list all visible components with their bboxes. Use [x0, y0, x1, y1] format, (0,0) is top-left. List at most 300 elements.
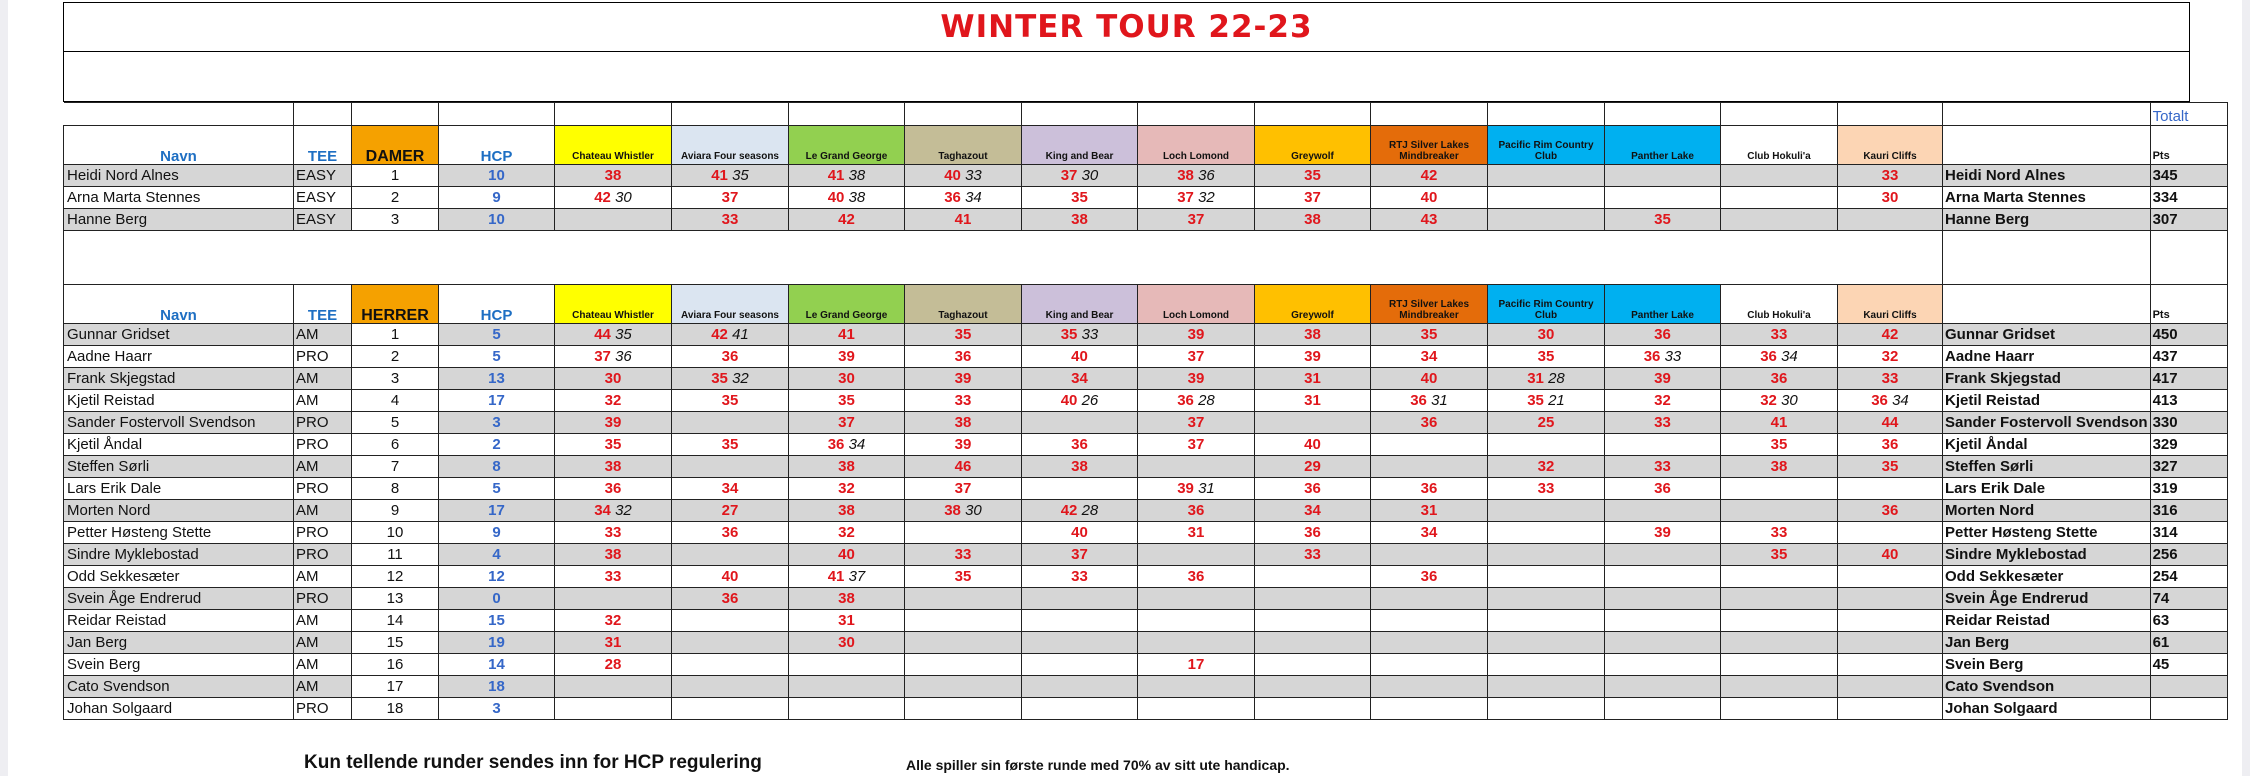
round-score — [905, 368, 1022, 390]
round-score — [789, 209, 905, 231]
counted-score: 35 — [838, 392, 855, 409]
original-score: 34 — [848, 436, 866, 453]
summary-name: Lars Erik Dale — [1943, 478, 2151, 500]
counted-score: 40 — [1420, 370, 1438, 387]
round-score — [1022, 698, 1138, 720]
player-tee: PRO — [294, 346, 352, 368]
round-score — [672, 346, 789, 368]
round-score — [1022, 324, 1138, 346]
round-score — [1371, 346, 1488, 368]
round-score — [1605, 588, 1721, 610]
round-score — [905, 588, 1022, 610]
counted-score: 37 — [721, 189, 739, 206]
counted-score: 38 — [1304, 326, 1321, 343]
counted-score: 28 — [604, 656, 622, 673]
round-score — [672, 588, 789, 610]
round-score — [1255, 522, 1371, 544]
round-score — [1605, 698, 1721, 720]
player-place: 5 — [352, 412, 439, 434]
round-score — [1838, 676, 1943, 698]
summary-name: Jan Berg — [1943, 632, 2151, 654]
counted-score: 34 — [721, 480, 739, 497]
title-box — [63, 2, 2190, 102]
counted-score: 39 — [954, 436, 972, 453]
course-header: Pacific Rim Country Club — [1488, 126, 1605, 165]
counted-score: 32 — [604, 392, 622, 409]
counted-score: 33 — [604, 568, 622, 585]
counted-score: 36 — [944, 189, 961, 206]
round-score — [1255, 632, 1371, 654]
player-place: 14 — [352, 610, 439, 632]
counted-score: 36 — [1871, 392, 1888, 409]
round-score — [1605, 324, 1721, 346]
round-score — [1488, 412, 1605, 434]
round-score — [905, 346, 1022, 368]
round-score — [1488, 368, 1605, 390]
round-score — [1605, 478, 1721, 500]
round-score — [905, 434, 1022, 456]
counted-score: 42 — [594, 189, 611, 206]
player-hcp: 17 — [439, 500, 555, 522]
hcp-header: HCP — [439, 285, 555, 324]
round-score — [1022, 500, 1138, 522]
round-score — [789, 368, 905, 390]
counted-score: 37 — [1187, 436, 1205, 453]
round-score — [1721, 676, 1838, 698]
round-score — [1022, 610, 1138, 632]
round-score — [1371, 368, 1488, 390]
summary-name: Heidi Nord Alnes — [1943, 165, 2151, 187]
counted-score: 33 — [1654, 414, 1671, 431]
total-points: 256 — [2150, 544, 2227, 566]
course-header: Le Grand George — [789, 285, 905, 324]
round-score — [672, 324, 789, 346]
counted-score: 36 — [1071, 436, 1088, 453]
counted-score: 35 — [721, 436, 739, 453]
original-score: 28 — [1081, 502, 1099, 519]
original-score: 38 — [848, 167, 866, 184]
player-hcp: 3 — [439, 412, 555, 434]
round-score — [1022, 676, 1138, 698]
player-row — [64, 500, 2228, 522]
spacer-cell — [352, 103, 439, 126]
round-score — [555, 654, 672, 676]
counted-score: 42 — [1881, 326, 1899, 343]
totals-label: Totalt — [2150, 103, 2227, 126]
player-place: 1 — [352, 165, 439, 187]
counted-score: 37 — [1060, 167, 1078, 184]
counted-score: 33 — [954, 546, 972, 563]
round-score — [789, 566, 905, 588]
round-score — [1022, 412, 1138, 434]
round-score — [1721, 390, 1838, 412]
total-points: 450 — [2150, 324, 2227, 346]
round-score — [1605, 412, 1721, 434]
round-score — [1138, 500, 1255, 522]
name-header: Navn — [64, 285, 294, 324]
round-score — [1371, 676, 1488, 698]
counted-score: 38 — [1071, 458, 1088, 475]
summary-name: Steffen Sørli — [1943, 456, 2151, 478]
original-score: 30 — [1081, 167, 1099, 184]
round-score — [1022, 456, 1138, 478]
spacer-cell — [294, 103, 352, 126]
spacer-cell — [672, 103, 789, 126]
original-score: 41 — [732, 326, 749, 343]
player-place: 17 — [352, 676, 439, 698]
counted-score: 37 — [1187, 414, 1205, 431]
ladies-header: DAMER — [352, 126, 439, 165]
counted-score: 37 — [1304, 189, 1321, 206]
round-score — [1488, 187, 1605, 209]
counted-score: 36 — [1187, 568, 1205, 585]
round-score — [1371, 390, 1488, 412]
counted-score: 37 — [838, 414, 855, 431]
round-score — [1488, 522, 1605, 544]
counted-score: 32 — [604, 612, 622, 629]
counted-score: 41 — [827, 167, 845, 184]
counted-score: 35 — [721, 392, 739, 409]
counted-score: 30 — [838, 370, 855, 387]
player-place: 7 — [352, 456, 439, 478]
round-score — [672, 209, 789, 231]
counted-score: 36 — [1304, 480, 1321, 497]
round-score — [1488, 165, 1605, 187]
spacer-cell — [789, 103, 905, 126]
player-tee: PRO — [294, 412, 352, 434]
round-score — [1838, 209, 1943, 231]
round-score — [1138, 522, 1255, 544]
column-header-row — [64, 126, 2228, 165]
summary-name: Arna Marta Stennes — [1943, 187, 2151, 209]
counted-score: 31 — [1420, 502, 1438, 519]
counted-score: 34 — [1071, 370, 1088, 387]
counted-score: 38 — [604, 546, 622, 563]
counted-score: 38 — [954, 414, 972, 431]
round-score — [905, 632, 1022, 654]
counted-score: 39 — [954, 370, 972, 387]
player-row — [64, 676, 2228, 698]
spacer-cell — [905, 103, 1022, 126]
counted-score: 36 — [1410, 392, 1427, 409]
round-score — [555, 500, 672, 522]
counted-score: 36 — [1187, 502, 1205, 519]
counted-score: 29 — [1304, 458, 1321, 475]
player-place: 8 — [352, 478, 439, 500]
round-score — [555, 610, 672, 632]
player-hcp: 10 — [439, 209, 555, 231]
round-score — [1838, 566, 1943, 588]
original-score: 33 — [1081, 326, 1099, 343]
standings-table — [63, 102, 2228, 720]
round-score — [1838, 434, 1943, 456]
round-score — [1488, 390, 1605, 412]
counted-score: 35 — [1527, 392, 1544, 409]
men-header: HERRER — [352, 285, 439, 324]
counted-score: 31 — [1187, 524, 1205, 541]
counted-score: 37 — [1071, 546, 1088, 563]
round-score — [555, 187, 672, 209]
course-header: Aviara Four seasons — [672, 285, 789, 324]
round-score — [672, 544, 789, 566]
player-row — [64, 654, 2228, 676]
counted-score: 34 — [594, 502, 611, 519]
round-score — [1022, 368, 1138, 390]
round-score — [672, 500, 789, 522]
original-score: 34 — [1892, 392, 1909, 409]
round-score — [555, 632, 672, 654]
round-score — [1022, 390, 1138, 412]
round-score — [789, 676, 905, 698]
round-score — [672, 676, 789, 698]
counted-score: 36 — [1177, 392, 1194, 409]
summary-name-header — [1943, 126, 2151, 165]
course-header: Loch Lomond — [1138, 126, 1255, 165]
counted-score: 35 — [1060, 326, 1078, 343]
round-score — [1138, 566, 1255, 588]
page-title: WINTER TOUR 22-23 — [940, 9, 1313, 45]
round-score — [1721, 209, 1838, 231]
round-score — [1721, 434, 1838, 456]
counted-score: 40 — [1071, 524, 1088, 541]
counted-score: 33 — [1537, 480, 1555, 497]
summary-name: Kjetil Reistad — [1943, 390, 2151, 412]
round-score — [672, 478, 789, 500]
counted-score: 39 — [1177, 480, 1194, 497]
original-score: 37 — [848, 568, 866, 585]
counted-score: 36 — [827, 436, 845, 453]
counted-score: 37 — [594, 348, 611, 365]
round-score — [1138, 610, 1255, 632]
round-score — [1721, 456, 1838, 478]
round-score — [1488, 654, 1605, 676]
counted-score: 25 — [1537, 414, 1555, 431]
counted-score: 39 — [1654, 524, 1671, 541]
round-score — [1371, 610, 1488, 632]
round-score — [1022, 566, 1138, 588]
counted-score: 33 — [1881, 370, 1899, 387]
player-name: Svein Berg — [64, 654, 294, 676]
round-score — [1022, 544, 1138, 566]
player-row — [64, 698, 2228, 720]
round-score — [1138, 324, 1255, 346]
round-score — [1138, 390, 1255, 412]
player-place: 15 — [352, 632, 439, 654]
course-header: RTJ Silver Lakes Mindbreaker — [1371, 285, 1488, 324]
round-score — [789, 478, 905, 500]
player-hcp: 5 — [439, 478, 555, 500]
course-header: Taghazout — [905, 285, 1022, 324]
player-tee: AM — [294, 676, 352, 698]
hcp-header: HCP — [439, 126, 555, 165]
original-score: 34 — [965, 189, 982, 206]
player-name: Johan Solgaard — [64, 698, 294, 720]
round-score — [789, 698, 905, 720]
counted-score: 36 — [1654, 326, 1671, 343]
counted-score: 38 — [1177, 167, 1194, 184]
counted-score: 30 — [1881, 189, 1899, 206]
round-score — [1022, 165, 1138, 187]
total-points: 254 — [2150, 566, 2227, 588]
counted-score: 38 — [944, 502, 961, 519]
original-score: 35 — [615, 326, 632, 343]
round-score — [555, 346, 672, 368]
round-score — [1022, 187, 1138, 209]
player-tee: AM — [294, 654, 352, 676]
round-score — [1371, 500, 1488, 522]
summary-name: Sander Fostervoll Svendson — [1943, 412, 2151, 434]
round-score — [1605, 676, 1721, 698]
round-score — [1255, 544, 1371, 566]
round-score — [1022, 654, 1138, 676]
round-score — [905, 412, 1022, 434]
round-score — [1371, 632, 1488, 654]
player-row — [64, 390, 2228, 412]
player-name: Sander Fostervoll Svendson — [64, 412, 294, 434]
round-score — [555, 390, 672, 412]
round-score — [1605, 566, 1721, 588]
counted-score: 32 — [1537, 458, 1555, 475]
player-place: 1 — [352, 324, 439, 346]
round-score — [1721, 588, 1838, 610]
total-points: 330 — [2150, 412, 2227, 434]
counted-score: 38 — [1304, 211, 1321, 228]
round-score — [1255, 566, 1371, 588]
round-score — [789, 187, 905, 209]
counted-score: 40 — [838, 546, 855, 563]
title-divider — [64, 51, 2189, 52]
round-score — [789, 500, 905, 522]
counted-score: 38 — [1071, 211, 1088, 228]
player-tee: AM — [294, 390, 352, 412]
round-score — [905, 456, 1022, 478]
counted-score: 30 — [838, 634, 855, 651]
player-name: Jan Berg — [64, 632, 294, 654]
round-score — [1138, 588, 1255, 610]
counted-score: 42 — [838, 211, 855, 228]
round-score — [1371, 478, 1488, 500]
gap-cell — [1943, 231, 2151, 285]
original-score: 32 — [615, 502, 632, 519]
round-score — [1022, 434, 1138, 456]
player-name: Morten Nord — [64, 500, 294, 522]
summary-name: Frank Skjegstad — [1943, 368, 2151, 390]
round-score — [672, 390, 789, 412]
round-score — [905, 698, 1022, 720]
counted-score: 41 — [1770, 414, 1788, 431]
round-score — [1371, 456, 1488, 478]
player-name: Aadne Haarr — [64, 346, 294, 368]
round-score — [1371, 522, 1488, 544]
player-place: 2 — [352, 187, 439, 209]
total-points — [2150, 676, 2227, 698]
total-points: 74 — [2150, 588, 2227, 610]
round-score — [1721, 368, 1838, 390]
counted-score: 38 — [838, 590, 855, 607]
counted-score: 42 — [1420, 167, 1438, 184]
round-score — [1721, 632, 1838, 654]
round-score — [1488, 209, 1605, 231]
course-header: Greywolf — [1255, 285, 1371, 324]
round-score — [1255, 368, 1371, 390]
round-score — [1838, 478, 1943, 500]
round-score — [672, 368, 789, 390]
round-score — [1605, 368, 1721, 390]
summary-name: Kjetil Åndal — [1943, 434, 2151, 456]
round-score — [1138, 544, 1255, 566]
total-points: 61 — [2150, 632, 2227, 654]
round-score — [1721, 610, 1838, 632]
player-tee: AM — [294, 500, 352, 522]
round-score — [1371, 544, 1488, 566]
player-hcp: 3 — [439, 698, 555, 720]
player-tee: AM — [294, 566, 352, 588]
player-tee: EASY — [294, 165, 352, 187]
round-score — [789, 588, 905, 610]
original-score: 30 — [965, 502, 982, 519]
round-score — [555, 698, 672, 720]
course-header: Chateau Whistler — [555, 285, 672, 324]
round-score — [1371, 324, 1488, 346]
counted-score: 40 — [1071, 348, 1088, 365]
counted-score: 42 — [1060, 502, 1078, 519]
round-score — [1255, 412, 1371, 434]
counted-score: 42 — [711, 326, 728, 343]
total-points: 307 — [2150, 209, 2227, 231]
round-score — [789, 522, 905, 544]
round-score — [789, 324, 905, 346]
summary-name: Reidar Reistad — [1943, 610, 2151, 632]
counted-score: 36 — [1881, 436, 1899, 453]
counted-score: 36 — [1770, 370, 1788, 387]
round-score — [1605, 346, 1721, 368]
round-score — [1721, 346, 1838, 368]
round-score — [905, 324, 1022, 346]
course-header: Aviara Four seasons — [672, 126, 789, 165]
course-header: Club Hokuli'a — [1721, 285, 1838, 324]
section-gap-row — [64, 231, 2228, 285]
counted-score: 39 — [838, 348, 855, 365]
original-score: 32 — [732, 370, 749, 387]
round-score — [1371, 187, 1488, 209]
spacer-cell — [1138, 103, 1255, 126]
counted-score: 33 — [1071, 568, 1088, 585]
summary-name: Petter Høsteng Stette — [1943, 522, 2151, 544]
round-score — [789, 434, 905, 456]
total-points: 45 — [2150, 654, 2227, 676]
course-header: Le Grand George — [789, 126, 905, 165]
counted-score: 40 — [721, 568, 739, 585]
player-place: 3 — [352, 209, 439, 231]
round-score — [555, 209, 672, 231]
counted-score: 33 — [1304, 546, 1321, 563]
player-name: Reidar Reistad — [64, 610, 294, 632]
summary-name: Svein Åge Endrerud — [1943, 588, 2151, 610]
player-place: 6 — [352, 434, 439, 456]
original-score: 32 — [1198, 189, 1215, 206]
round-score — [1721, 698, 1838, 720]
round-score — [672, 412, 789, 434]
counted-score: 31 — [1304, 370, 1321, 387]
player-name: Svein Åge Endrerud — [64, 588, 294, 610]
counted-score: 36 — [1760, 348, 1777, 365]
gap-cell — [2150, 231, 2227, 285]
round-score — [789, 165, 905, 187]
course-header: RTJ Silver Lakes Mindbreaker — [1371, 126, 1488, 165]
round-score — [789, 610, 905, 632]
player-hcp: 2 — [439, 434, 555, 456]
round-score — [1255, 456, 1371, 478]
